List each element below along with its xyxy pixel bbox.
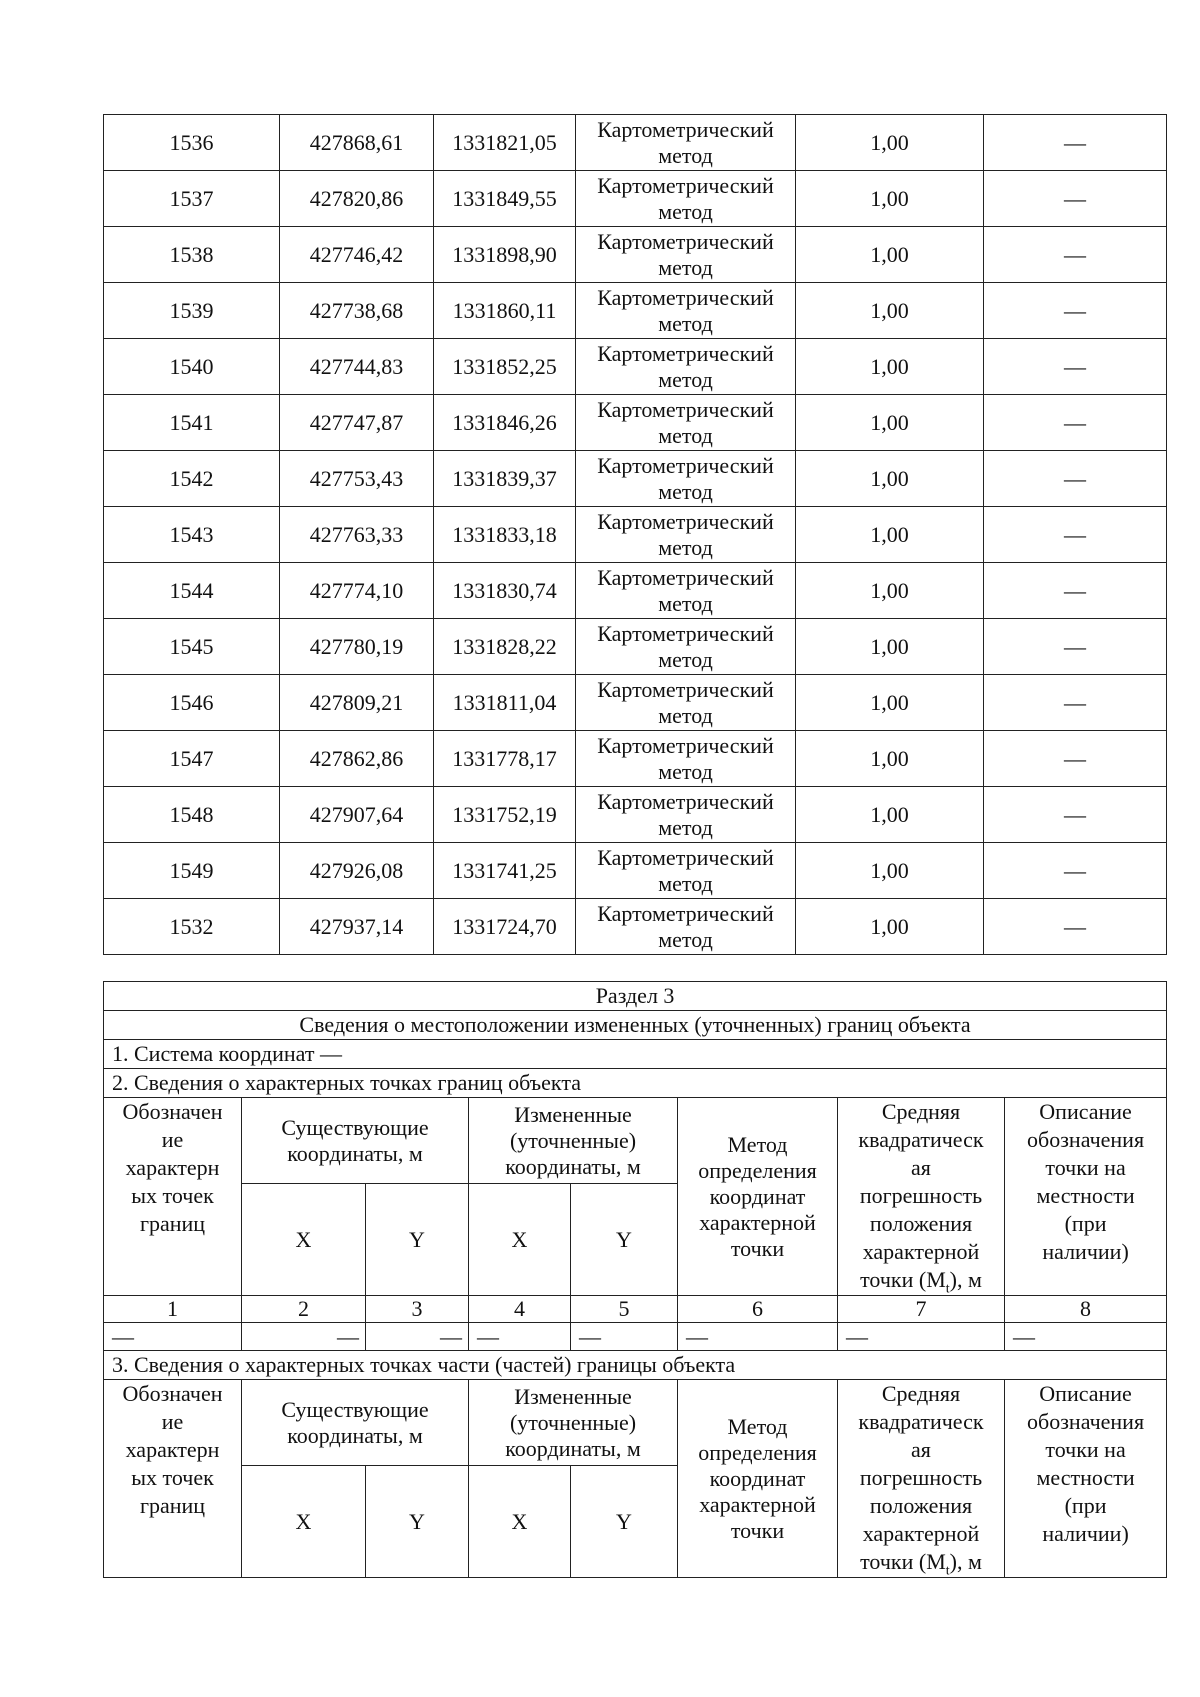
table-row [104,619,1167,675]
header-existing-coords: Существующие координаты, м [242,1380,469,1466]
dash-cell: — [104,1323,242,1351]
method-line: метод [658,702,713,728]
method-line: Картометрический [597,564,774,590]
accuracy-cell: 1,00 [796,339,984,395]
boundary-points-table [103,114,1167,955]
table-row [104,787,1167,843]
description-cell: — [984,899,1167,955]
item3-title: 3. Сведения о характерных точках части (частей) границы объекта [104,1351,1167,1380]
method-line: Картометрический [597,676,774,702]
method-line: метод [658,590,713,616]
header-existing-y: Y [366,1184,469,1296]
coord-y-cell: 1331860,11 [434,283,576,339]
table-row [104,563,1167,619]
coord-y-cell: 1331846,26 [434,395,576,451]
description-cell: — [984,731,1167,787]
point-id-cell: 1549 [104,843,280,899]
coord-x-cell: 427868,61 [280,115,434,171]
point-id-cell: 1546 [104,675,280,731]
method-cell [576,675,796,731]
col-number: 8 [1005,1296,1167,1323]
point-id-cell: 1541 [104,395,280,451]
method-line: метод [658,534,713,560]
table-row [104,339,1167,395]
table-row [104,451,1167,507]
table-row [104,843,1167,899]
description-cell: — [984,787,1167,843]
coord-y-cell: 1331849,55 [434,171,576,227]
method-line: метод [658,198,713,224]
description-cell: — [984,619,1167,675]
accuracy-cell: 1,00 [796,451,984,507]
description-cell: — [984,227,1167,283]
header-existing-y: Y [366,1466,469,1578]
header-description: Описание обозначения точки на местности (при наличии) [1005,1098,1167,1296]
header-changed-x: X [469,1184,571,1296]
method-cell [576,563,796,619]
description-cell: — [984,395,1167,451]
col-number: 2 [242,1296,366,1323]
table-row [104,115,1167,171]
header-existing-x: X [242,1184,366,1296]
header-changed-coords: Измененные (уточненные) координаты, м [469,1098,678,1184]
accuracy-cell: 1,00 [796,395,984,451]
coord-x-cell: 427862,86 [280,731,434,787]
description-cell: — [984,507,1167,563]
method-line: Картометрический [597,228,774,254]
table-row [104,283,1167,339]
table-row [104,227,1167,283]
header-changed-coords: Измененные (уточненные) координаты, м [469,1380,678,1466]
point-id-cell: 1537 [104,171,280,227]
coord-y-cell: 1331830,74 [434,563,576,619]
table-row [104,731,1167,787]
coord-x-cell: 427809,21 [280,675,434,731]
description-cell: — [984,339,1167,395]
table-row [104,171,1167,227]
header-accuracy: Средняя квадратическ ая погрешность положения характерной точки $(M_t)$, м [838,1380,1005,1578]
coord-x-cell: 427747,87 [280,395,434,451]
dash-cell: — [1005,1323,1167,1351]
accuracy-cell: 1,00 [796,675,984,731]
method-line: Картометрический [597,116,774,142]
accuracy-cell: 1,00 [796,115,984,171]
description-cell: — [984,283,1167,339]
header-existing-x: X [242,1466,366,1578]
dash-cell: — [366,1323,469,1351]
coord-x-cell: 427937,14 [280,899,434,955]
accuracy-cell: 1,00 [796,171,984,227]
header-accuracy: Средняя квадратическ ая погрешность положения характерной точки $(M_t)$, м [838,1098,1005,1296]
method-line: Картометрический [597,508,774,534]
point-id-cell: 1542 [104,451,280,507]
header-changed-y: Y [571,1466,678,1578]
description-cell: — [984,563,1167,619]
method-line: Картометрический [597,396,774,422]
dash-cell: — [838,1323,1005,1351]
method-line: Картометрический [597,452,774,478]
table-row [104,899,1167,955]
coord-y-cell: 1331839,37 [434,451,576,507]
col-number: 1 [104,1296,242,1323]
coord-x-cell: 427753,43 [280,451,434,507]
method-cell [576,843,796,899]
accuracy-cell: 1,00 [796,563,984,619]
method-line: метод [658,646,713,672]
point-id-cell: 1536 [104,115,280,171]
coord-y-cell: 1331852,25 [434,339,576,395]
accuracy-cell: 1,00 [796,619,984,675]
point-id-cell: 1539 [104,283,280,339]
section-title: Раздел 3 [104,982,1167,1011]
point-id-cell: 1543 [104,507,280,563]
accuracy-cell: 1,00 [796,507,984,563]
method-line: Картометрический [597,620,774,646]
header-designation: Обозначен ие характерн ых точек границ [104,1098,242,1296]
coord-y-cell: 1331828,22 [434,619,576,675]
description-cell: — [984,843,1167,899]
method-line: метод [658,422,713,448]
accuracy-cell: 1,00 [796,787,984,843]
description-cell: — [984,171,1167,227]
coord-x-cell: 427774,10 [280,563,434,619]
coord-x-cell: 427926,08 [280,843,434,899]
method-line: метод [658,366,713,392]
method-cell [576,731,796,787]
coord-y-cell: 1331811,04 [434,675,576,731]
method-cell [576,227,796,283]
accuracy-cell: 1,00 [796,283,984,339]
coord-y-cell: 1331752,19 [434,787,576,843]
description-cell: — [984,115,1167,171]
point-id-cell: 1538 [104,227,280,283]
col-number: 6 [678,1296,838,1323]
col-number: 3 [366,1296,469,1323]
coord-y-cell: 1331724,70 [434,899,576,955]
accuracy-cell: 1,00 [796,227,984,283]
method-line: Картометрический [597,284,774,310]
col-number: 7 [838,1296,1005,1323]
table-row [104,675,1167,731]
header-existing-coords: Существующие координаты, м [242,1098,469,1184]
coord-x-cell: 427907,64 [280,787,434,843]
method-line: метод [658,310,713,336]
method-cell [576,115,796,171]
method-line: метод [658,478,713,504]
method-cell [576,395,796,451]
coord-y-cell: 1331821,05 [434,115,576,171]
method-cell [576,899,796,955]
coord-system-line: 1. Система координат — [104,1040,1167,1069]
coord-x-cell: 427746,42 [280,227,434,283]
description-cell: — [984,451,1167,507]
method-cell [576,339,796,395]
coord-y-cell: 1331833,18 [434,507,576,563]
header-changed-x: X [469,1466,571,1578]
table-row [104,395,1167,451]
header-designation: Обозначен ие характерн ых точек границ [104,1380,242,1578]
dash-cell: — [242,1323,366,1351]
method-cell [576,451,796,507]
dash-cell: — [571,1323,678,1351]
method-cell [576,507,796,563]
section-subtitle: Сведения о местоположении измененных (уточненных) границ объекта [104,1011,1167,1040]
item2-title: 2. Сведения о характерных точках границ объекта [104,1069,1167,1098]
coord-y-cell: 1331778,17 [434,731,576,787]
point-id-cell: 1547 [104,731,280,787]
accuracy-cell: 1,00 [796,899,984,955]
coord-x-cell: 427820,86 [280,171,434,227]
table-row [104,507,1167,563]
method-line: Картометрический [597,788,774,814]
method-line: метод [658,814,713,840]
method-line: метод [658,926,713,952]
coord-x-cell: 427780,19 [280,619,434,675]
point-id-cell: 1532 [104,899,280,955]
col-number: 4 [469,1296,571,1323]
method-line: Картометрический [597,340,774,366]
point-id-cell: 1540 [104,339,280,395]
coord-y-cell: 1331741,25 [434,843,576,899]
header-method: Метод определения координат характерной точки [678,1380,838,1578]
method-line: метод [658,870,713,896]
section3-table [103,981,1167,1578]
accuracy-cell: 1,00 [796,731,984,787]
method-cell [576,171,796,227]
point-id-cell: 1544 [104,563,280,619]
method-line: Картометрический [597,172,774,198]
coord-x-cell: 427744,83 [280,339,434,395]
method-line: метод [658,254,713,280]
method-line: метод [658,758,713,784]
accuracy-cell: 1,00 [796,843,984,899]
header-method: Метод определения координат характерной точки [678,1098,838,1296]
method-line: Картометрический [597,844,774,870]
col-number: 5 [571,1296,678,1323]
dash-cell: — [469,1323,571,1351]
dash-cell: — [678,1323,838,1351]
method-cell [576,787,796,843]
coord-x-cell: 427763,33 [280,507,434,563]
header-changed-y: Y [571,1184,678,1296]
method-cell [576,619,796,675]
coord-y-cell: 1331898,90 [434,227,576,283]
point-id-cell: 1545 [104,619,280,675]
header-description: Описание обозначения точки на местности (при наличии) [1005,1380,1167,1578]
coord-x-cell: 427738,68 [280,283,434,339]
point-id-cell: 1548 [104,787,280,843]
method-line: Картометрический [597,732,774,758]
method-cell [576,283,796,339]
description-cell: — [984,675,1167,731]
method-line: Картометрический [597,900,774,926]
method-line: метод [658,142,713,168]
